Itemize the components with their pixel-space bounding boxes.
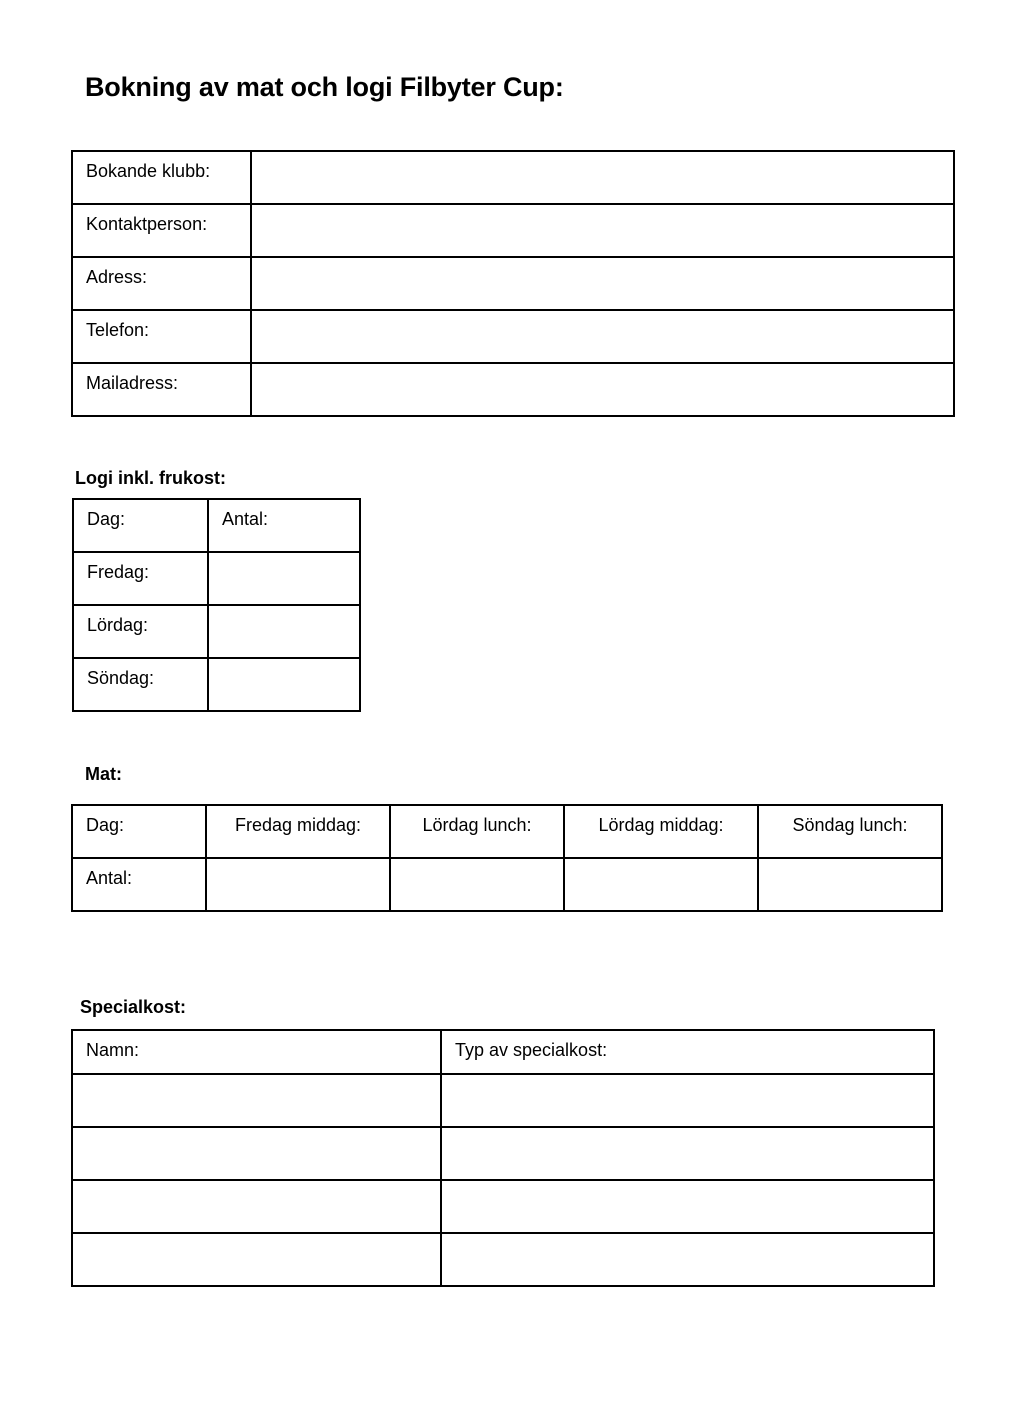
diet-type-field[interactable] [441, 1180, 934, 1233]
contact-table [71, 150, 955, 417]
food-count-field[interactable] [390, 858, 564, 911]
food-count-field[interactable] [564, 858, 758, 911]
contact-label: Kontaktperson: [72, 204, 251, 257]
table-row [72, 1180, 934, 1233]
club-field[interactable] [251, 151, 954, 204]
contact-row [72, 204, 954, 257]
table-row [73, 605, 360, 658]
contact-row [72, 363, 954, 416]
lodging-heading: Logi inkl. frukost: [75, 468, 226, 488]
phone-field[interactable] [251, 310, 954, 363]
food-table [71, 804, 943, 912]
contact-row [72, 257, 954, 310]
day-label: Fredag: [73, 552, 208, 605]
name-field[interactable] [72, 1180, 441, 1233]
column-header: Lördag middag: [564, 805, 758, 858]
diet-type-field[interactable] [441, 1074, 934, 1127]
diet-type-field[interactable] [441, 1233, 934, 1286]
table-header-row [72, 1030, 934, 1074]
table-row [73, 552, 360, 605]
lodging-count-field[interactable] [208, 552, 360, 605]
contact-row [72, 151, 954, 204]
table-header-row [73, 499, 360, 552]
contact-label: Bokande klubb: [72, 151, 251, 204]
table-row [72, 1233, 934, 1286]
column-header: Typ av specialkost: [441, 1030, 934, 1074]
address-field[interactable] [251, 257, 954, 310]
food-count-field[interactable] [206, 858, 390, 911]
lodging-count-field[interactable] [208, 658, 360, 711]
column-header: Lördag lunch: [390, 805, 564, 858]
day-label: Söndag: [73, 658, 208, 711]
name-field[interactable] [72, 1074, 441, 1127]
table-row [73, 658, 360, 711]
table-row [72, 1127, 934, 1180]
special-heading: Specialkost: [80, 997, 187, 1017]
table-row [72, 1074, 934, 1127]
page-title: Bokning av mat och logi Filbyter Cup: [85, 72, 564, 102]
contact-label: Adress: [72, 257, 251, 310]
special-diet-table [71, 1029, 935, 1287]
diet-type-field[interactable] [441, 1127, 934, 1180]
column-header: Dag: [72, 805, 206, 858]
column-header: Dag: [73, 499, 208, 552]
column-header: Antal: [208, 499, 360, 552]
lodging-table [72, 498, 361, 712]
contact-label: Telefon: [72, 310, 251, 363]
contact-row [72, 310, 954, 363]
contact-label: Mailadress: [72, 363, 251, 416]
column-header: Söndag lunch: [758, 805, 942, 858]
table-row [72, 858, 942, 911]
column-header: Fredag middag: [206, 805, 390, 858]
email-field[interactable] [251, 363, 954, 416]
day-label: Lördag: [73, 605, 208, 658]
lodging-count-field[interactable] [208, 605, 360, 658]
food-heading: Mat: [85, 764, 122, 784]
count-label: Antal: [72, 858, 206, 911]
food-count-field[interactable] [758, 858, 942, 911]
contact-person-field[interactable] [251, 204, 954, 257]
name-field[interactable] [72, 1127, 441, 1180]
column-header: Namn: [72, 1030, 441, 1074]
name-field[interactable] [72, 1233, 441, 1286]
table-header-row [72, 805, 942, 858]
